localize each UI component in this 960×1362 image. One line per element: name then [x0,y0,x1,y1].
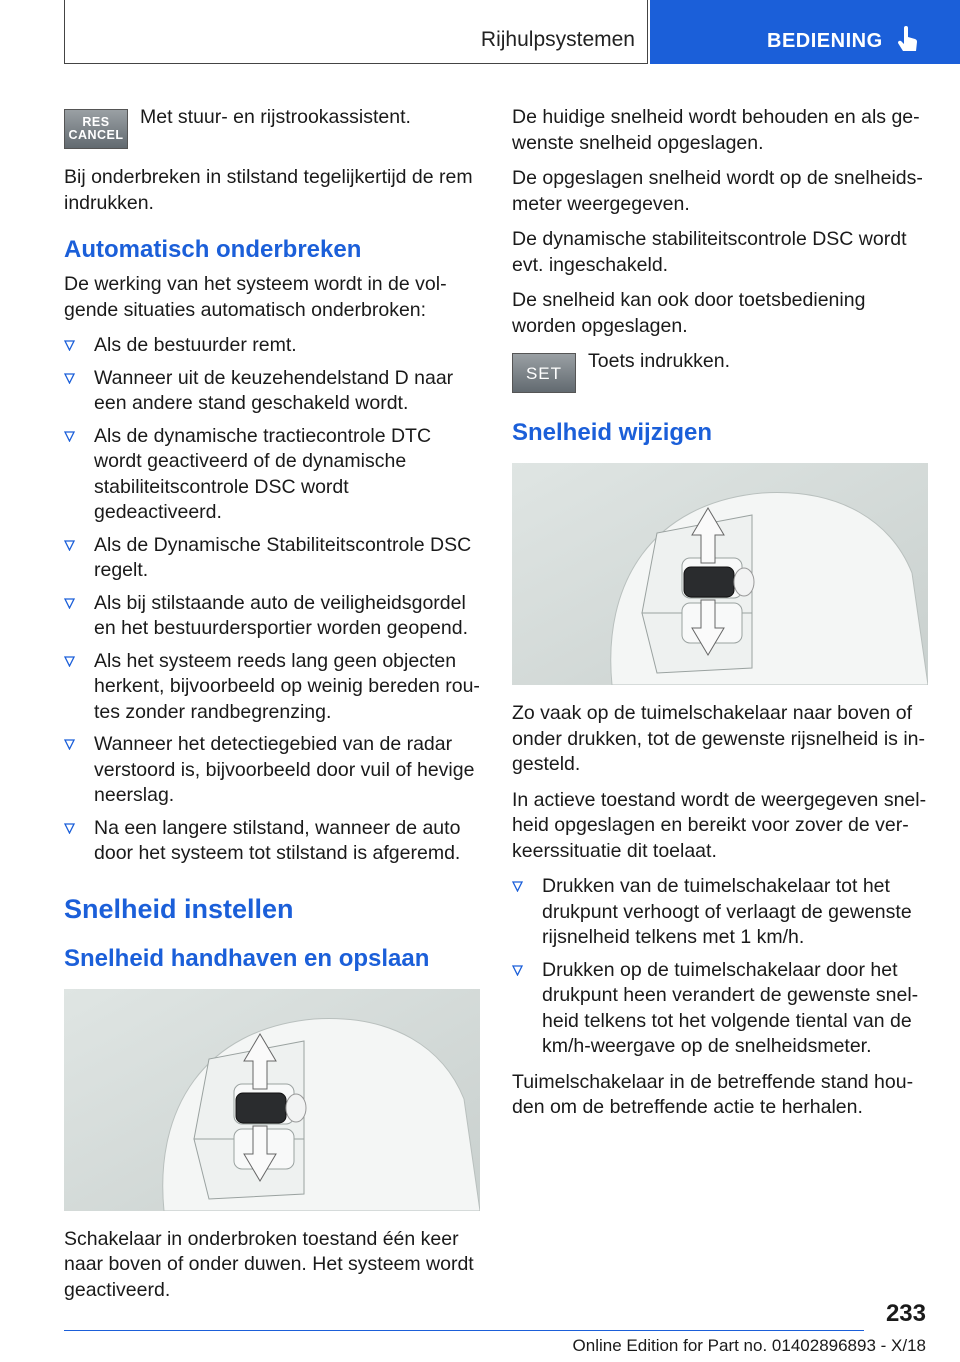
heading-automatisch-onderbreken: Automatisch onderbreken [64,236,362,263]
set-button-icon: SET [512,353,576,393]
triangle-bullet-icon [64,340,75,351]
paragraph: Tuimelschakelaar in de betreffende stand houden om de betreffende actie te herhalen. [512,1070,914,1118]
paragraph: De huidige snelheid wordt behouden en als gewenste snelheid opgeslagen. [512,106,920,154]
paragraph: In actieve toestand wordt de weergegeven snelheid opgeslagen en bereikt voor zover de verkeerssituatie dit toelaat. [512,788,927,862]
triangle-bullet-icon [64,739,75,750]
page-number: 233 [885,1300,926,1327]
list-item: Wanneer uit de keuzehendelstand D naar een andere stand geschakeld wordt. [64,366,482,417]
list-item: Na een langere stilstand, wanneer de auto door het systeem tot stilstand is afgeremd. [64,816,482,867]
left-column [64,105,482,1313]
triangle-bullet-icon [512,881,523,892]
list-item: Drukken van de tuimelschakelaar tot het drukpunt verhoogt of verlaagt de gewenste rijsnelheid telkens met 1 km/h. [512,874,930,951]
header-section-title: Rijhulpsystemen [480,28,635,51]
triangle-bullet-icon [64,431,75,442]
triangle-bullet-icon [64,656,75,667]
heading-snelheid-wijzigen: Snelheid wijzigen [512,419,713,446]
list-item: Drukken op de tuimelschakelaar door het drukpunt heen verandert de gewenste snelheid telkens tot het volgende tiental van de km/h-weergave op de snelheidsmeter. [512,958,930,1060]
heading-snelheid-handhaven: Snelheid handhaven en opslaan [64,944,430,972]
triangle-bullet-icon [512,965,523,976]
header-section-box [64,0,648,64]
list-item: Wanneer het detectiegebied van de radar verstoord is, bijvoorbeeld door vuil of hevige neerslag. [64,732,482,809]
list-item: Als de dynamische tractiecontrole DTC wordt geactiveerd of de dynamische stabiliteitscontrole DSC wordt gedeactiveerd. [64,424,482,526]
interrupt-conditions-list [64,333,482,867]
list-item: Als de bestuurder remt. [64,333,482,359]
steering-wheel-switch-image [64,989,480,1211]
paragraph: De werking van het systeem wordt in de volgende situaties automatisch onderbroken: [64,273,447,321]
res-cancel-button-icon: RES CANCEL [64,109,128,149]
heading-snelheid-instellen: Snelheid instellen [64,893,294,924]
res-cancel-row [64,105,482,155]
list-item: Als de Dynamische Stabiliteitscontrole DSC regelt. [64,533,482,584]
set-text: Toets indrukken. [588,350,730,372]
image-caption: Schakelaar in onderbroken toestand één keer naar boven of onder duwen. Het systeem wordt geactiveerd. [64,1227,474,1301]
paragraph: De dynamische stabiliteitscontrole DSC wordt evt. ingeschakeld. [512,228,907,276]
triangle-bullet-icon [64,540,75,551]
pointing-hand-icon [896,26,920,59]
footer-edition: Online Edition for Part no. 01402896893 - X/18 [572,1336,926,1355]
change-speed-list [512,874,930,1060]
header-chapter-title: BEDIENING [767,30,883,52]
right-column [512,105,930,1131]
triangle-bullet-icon [64,823,75,834]
paragraph: Bij onderbreken in stilstand tegelijkertijd de rem indrukken. [64,166,473,214]
header-chapter-tab[interactable] [650,0,960,64]
steering-wheel-switch-image-2 [512,463,928,685]
triangle-bullet-icon [64,373,75,384]
triangle-bullet-icon [64,598,75,609]
res-cancel-text: Met stuur- en rijstrookassistent. [140,106,411,128]
paragraph: De opgeslagen snelheid wordt op de snelheidsmeter weergegeven. [512,167,923,215]
footer-divider [64,1330,864,1331]
list-item: Als het systeem reeds lang geen objecten herkent, bijvoorbeeld op weinig bereden routes zonder randbegrenzing. [64,649,482,726]
set-row [512,349,930,399]
paragraph: De snelheid kan ook door toetsbediening worden opgeslagen. [512,289,866,337]
paragraph: Zo vaak op de tuimelschakelaar naar boven of onder drukken, tot de gewenste rijsnelheid is ingesteld. [512,702,925,775]
list-item: Als bij stilstaande auto de veiligheidsgordel en het bestuurdersportier worden geopend. [64,591,482,642]
